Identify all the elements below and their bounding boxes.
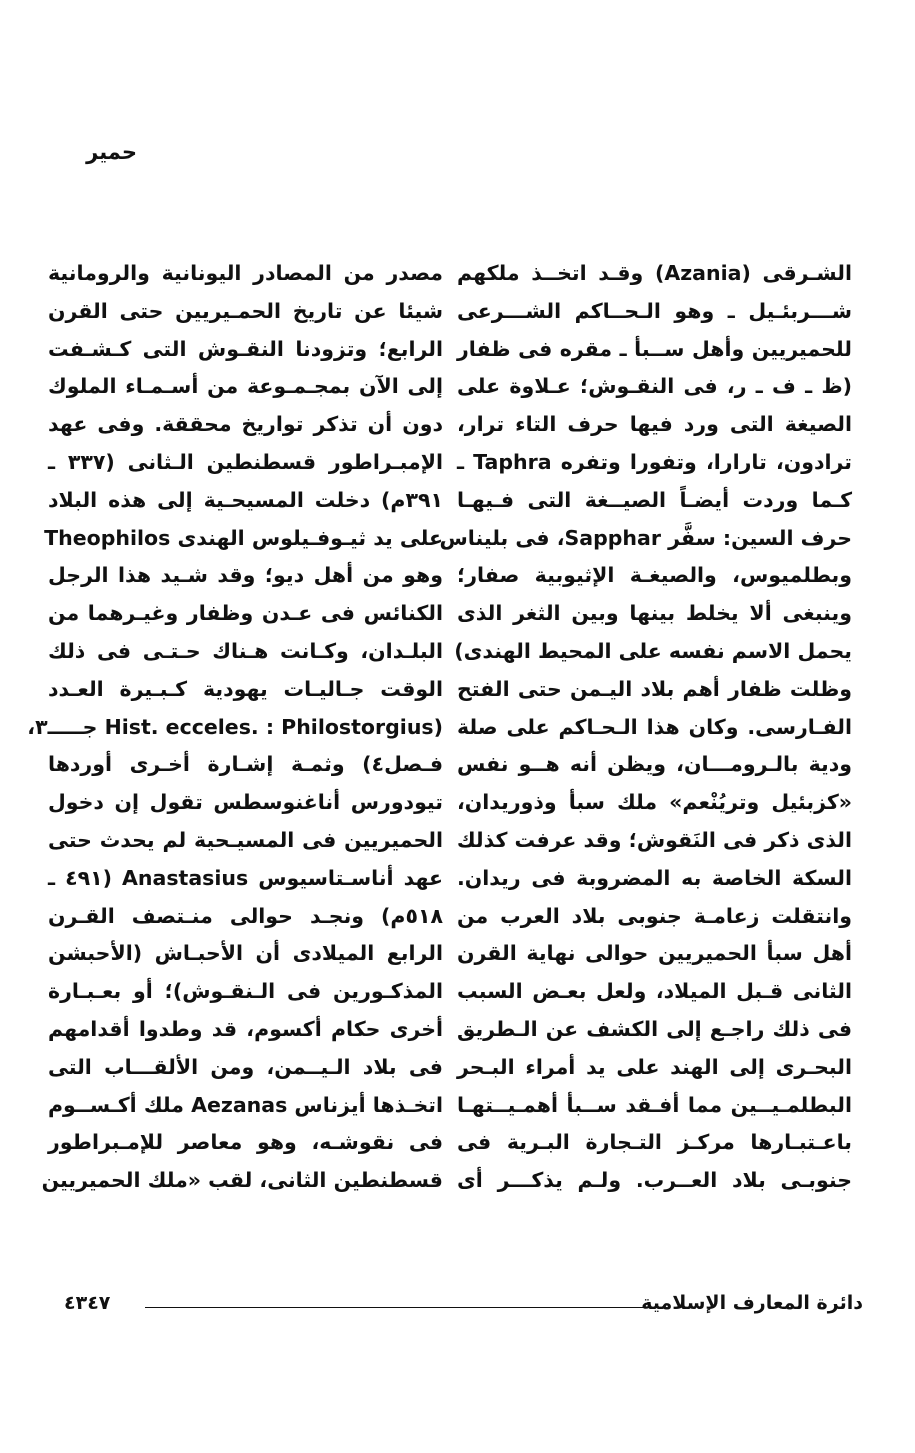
text-line: وانتقلت زعامـة جنوبى بلاد العرب من [457, 903, 852, 928]
text-line: عهد أناسـتاسيوس Anastasius (٤٩١ ـ [48, 865, 443, 890]
text-line: الرابع؛ وتزودنا النقـوش التى كـشـفت [48, 336, 443, 361]
text-line: إلى الآن بمجـمـوعة من أسـمـاء الملوك [48, 374, 443, 399]
text-line: فـصل٤) وثمـة إشـارة أخـرى أوردها [48, 752, 443, 777]
text-line: كـما وردت أيضـاً الصيــغة التى فـيهـا [457, 487, 852, 512]
text-line: ٣٩١م) دخلت المسيحـية إلى هذه البلاد [48, 487, 443, 512]
text-line: اتخـذها أيزناس Aezanas ملك أكـســوم [47, 1092, 443, 1117]
text-line: قسطنطين الثانى، لقب «ملك الحميريين [41, 1168, 443, 1193]
text-line: الصيغة التى ورد فيها حرف التاء ترار، [457, 412, 852, 437]
text-line: أهل سبأ الحميريين حوالى نهاية القرن [457, 941, 852, 966]
text-line: ترادون، تارارا، وتفورا وتفره Taphra ـ [457, 449, 852, 474]
text-line: وبطلميوس، والصيغـة الإثيوبية صفار؛ [457, 563, 852, 588]
text-line: الكنائس فى عـدن وظفار وغيـرهما من [48, 601, 443, 626]
text-line: الإمبـراطور قسطنطين الـثانى (٣٣٧ ـ [48, 449, 443, 474]
page-number: ٤٣٤٧ [64, 1292, 111, 1314]
text-line: مصدر من المصادر اليونانية والرومانية [48, 261, 443, 285]
text-column-right [439, 255, 853, 1200]
text-line: الفـارسى. وكان هذا الـحـاكم على صلة [457, 714, 852, 739]
text-column-left [27, 255, 443, 1200]
text-line: على يد ثيـوفـيلوس الهندى Theophilos [44, 525, 443, 550]
text-line: المذكـورين فى الـنقـوش)؛ أو بعـبـارة [48, 979, 443, 1004]
text-line: (ظ ـ ف ـ ر، فى النقـوش؛ عـلاوة على [457, 374, 852, 399]
text-line: حرف السين: سفَّر Sapphar، فى بليناس [439, 525, 852, 550]
text-line: الوقت جـاليـات يهودية كـبـيرة العـدد [48, 676, 443, 701]
text-line: وهو من أهل ديو؛ وقد شـيد هذا الرجل [48, 563, 443, 588]
text-line: فى نقوشـه، وهو معاصر للإمـبراطور [48, 1130, 443, 1155]
text-line: شيئا عن تاريخ الحمـيريين حتى القرن [48, 298, 443, 323]
text-line: السكة الخاصة به المضروبة فى ريدان. [457, 865, 852, 890]
text-line: البحـرى إلى الهند على يد أمراء البـحر [457, 1054, 852, 1079]
text-line: (Hist. ecceles. : Philostorgius جـــــ٣، [27, 714, 443, 739]
page-footer [0, 1292, 915, 1322]
text-line: للحميريين وأهل ســبأ ـ مقره فى ظفار [457, 336, 852, 361]
text-line: البطلمـيــين مما أفـقد ســبأ أهمـيــتهـا [457, 1092, 852, 1117]
text-line: الثانى قـبل الميلاد، ولعل بعـض السبب [457, 979, 852, 1004]
text-line: دون أن تذكر تواريخ محققة. وفى عهد [48, 412, 443, 437]
text-line: وظلت ظفار أهم بلاد اليـمن حتى الفتح [457, 676, 852, 701]
text-line: فى بلاد الـيــمن، ومن الألقـــاب التى [48, 1054, 443, 1079]
text-line: وينبغى ألا يخلط بينها وبين الثغر الذى [457, 601, 852, 626]
text-line: الحميريين فى المسيـحية لم يحدث حتى [48, 827, 443, 852]
footer-title: دائرة المعارف الإسلامية [641, 1292, 863, 1314]
text-line: يحمل الاسم نفسه على المحيط الهندى) [454, 638, 852, 663]
text-line: أخرى حكام أكسوم، قد وطدوا أقدامهم [48, 1016, 443, 1041]
text-line: الشـرقى (Azania) وقـد اتخــذ ملكهم [457, 261, 853, 285]
text-line: تيودورس أناغنوسطس تقول إن دخول [48, 790, 443, 815]
text-line: «كزبئيل وتريُنْعم» ملك سبأ وذوريدان، [457, 790, 852, 815]
text-line: شـــربئـيل ـ وهو الـحــاكم الشـــرعى [457, 298, 852, 323]
text-line: البلـدان، وكـانت هـناك حـتـى فى ذلك [48, 638, 443, 663]
text-line: فى ذلك راجـع إلى الكشف عن الـطريق [457, 1016, 852, 1041]
text-line: ٥١٨م) ونجـد حوالى منـتصف القـرن [48, 903, 443, 928]
text-line: الرابع الميلادى أن الأحبـاش (الأحبشن [48, 941, 443, 966]
running-header: حمير [86, 140, 137, 164]
text-line: جنوبـى بلاد العــرب. ولـم يذكـــر أى [457, 1168, 852, 1193]
text-line: باعـتبـارها مركـز التـجارة البـرية فى [457, 1130, 852, 1155]
text-line: ودية بالـرومـــان، ويظن أنه هــو نفس [457, 752, 852, 777]
text-line: الذى ذكر فى النَقوش؛ وقد عرفت كذلك [456, 827, 852, 852]
footer-rule [145, 1307, 663, 1308]
